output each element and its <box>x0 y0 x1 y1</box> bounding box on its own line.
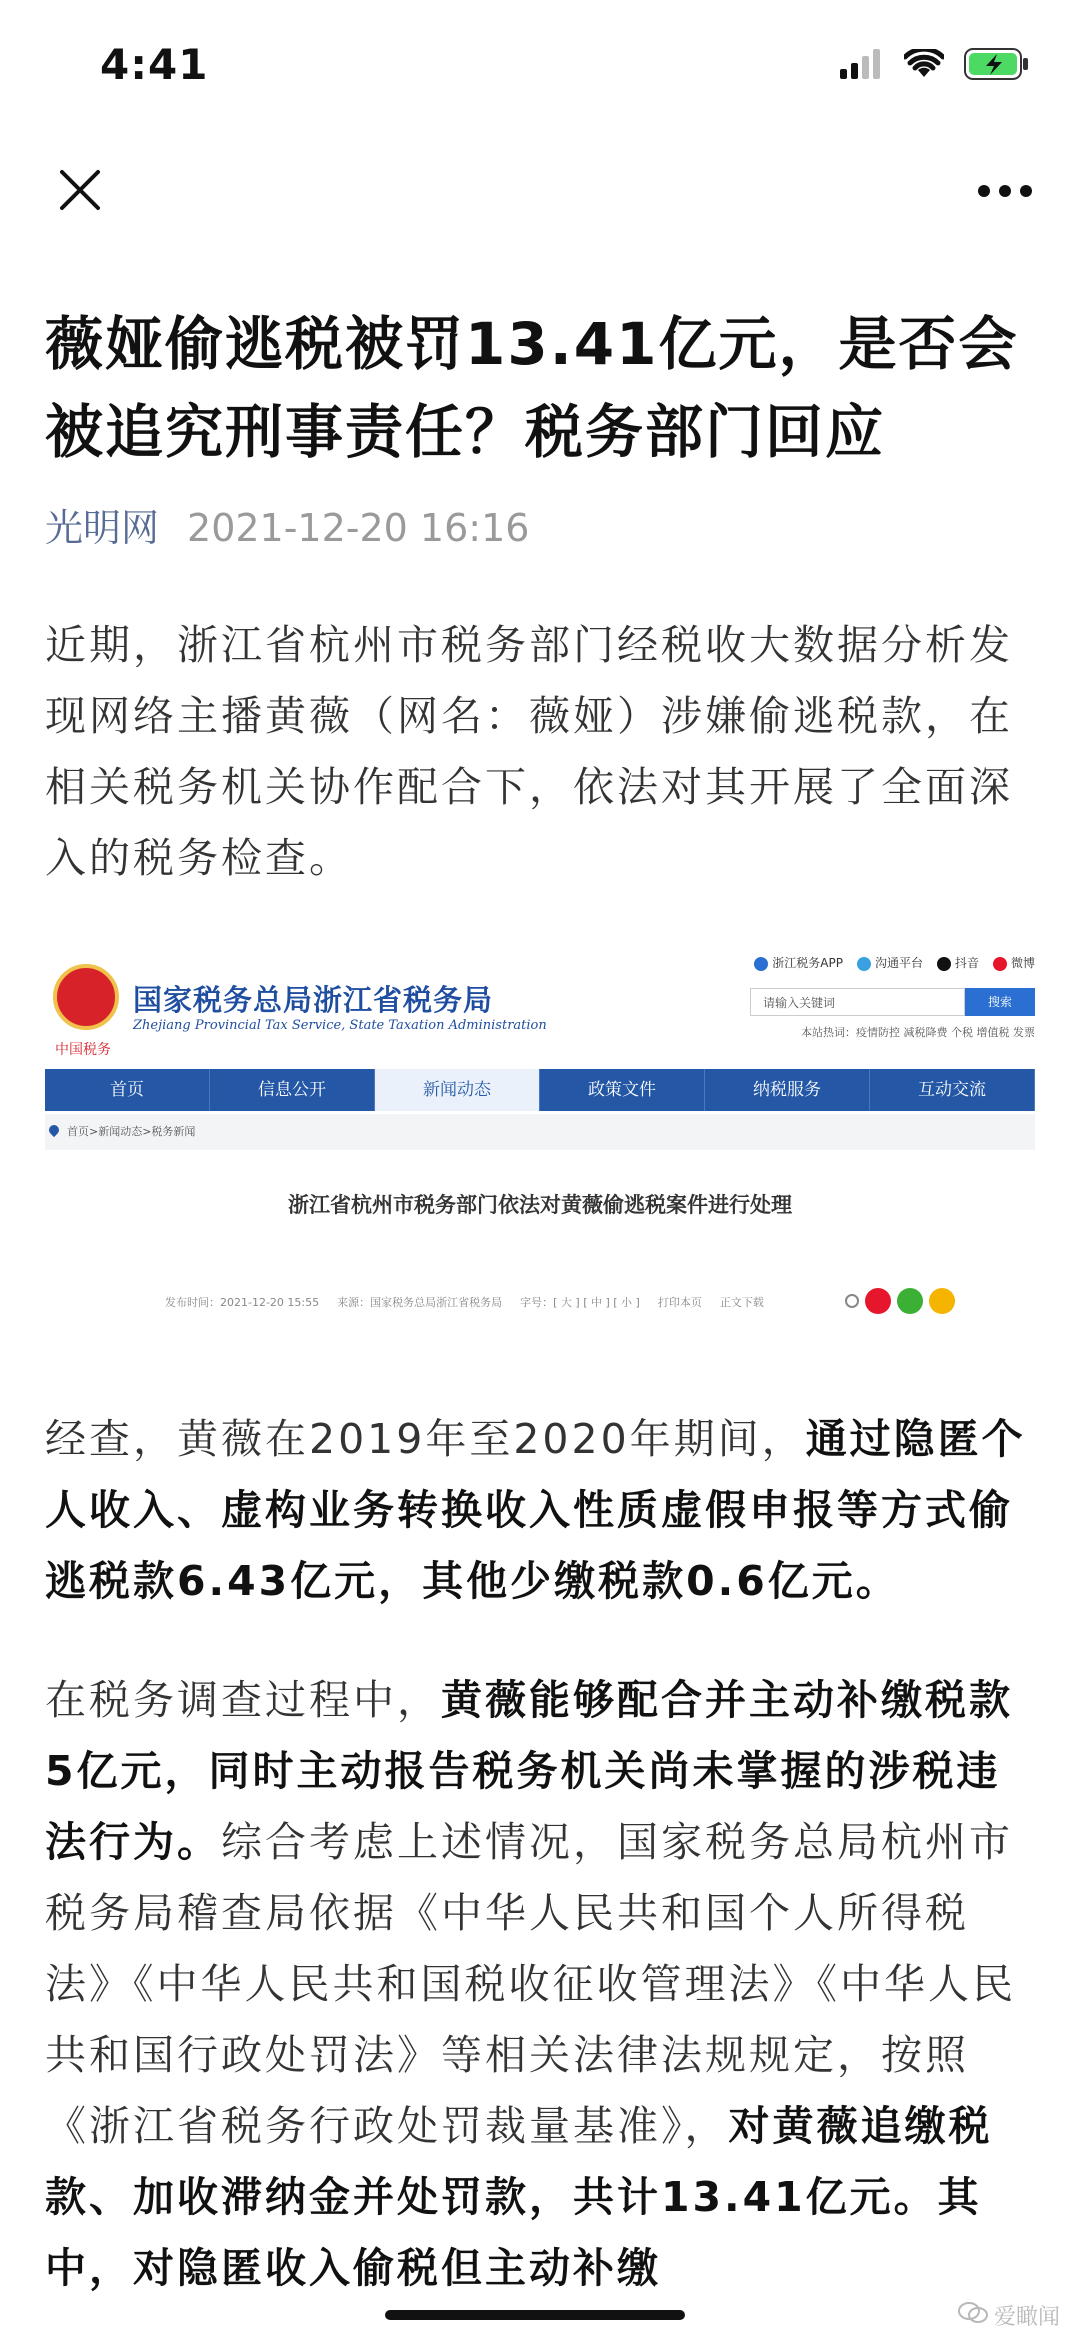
signal-icon <box>840 49 884 83</box>
site-link-platform: 沟通平台 <box>857 954 923 971</box>
site-nav-item: 互动交流 <box>870 1069 1035 1111</box>
site-top-links <box>754 954 1035 971</box>
weibo-icon <box>865 1288 891 1314</box>
site-nav-item: 首页 <box>45 1069 210 1111</box>
site-nav <box>45 1069 1035 1111</box>
site-search <box>750 988 1035 1016</box>
close-icon <box>58 168 102 216</box>
site-nav-item-active: 新闻动态 <box>375 1069 540 1111</box>
wechat-icon <box>897 1288 923 1314</box>
paragraph-2: 经查，黄薇在2019年至2020年期间，通过隐匿个人收入、虚构业务转换收入性质虚假申报等方式偷逃税款6.43亿元，其他少缴税款0.6亿元。 <box>45 1415 1026 1605</box>
site-search-input: 请输入关键词 <box>750 988 965 1016</box>
paragraph-3: 在税务调查过程中，黄薇能够配合并主动补缴税款5亿元，同时主动报告税务机关尚未掌握的涉税违法行为。综合考虑上述情况，国家税务总局杭州市税务局稽查局依据《中华人民共和国个人所得税法》《中华人民共和国税收征收管理法》《中华人民共和国行政处罚法》等相关法律法规规定，按照《浙江省税务行政处罚裁量基准》，对黄薇追缴税款、加收滞纳金并处罚款，共计13.41亿元。其中，对隐匿收入偷税但主动补缴 <box>45 1676 1016 2292</box>
embedded-screenshot-image[interactable] <box>45 954 1035 1354</box>
more-button[interactable] <box>970 162 1040 222</box>
article-meta <box>45 504 1035 552</box>
site-hot-words: 本站热词：疫情防控 减税降费 个税 增值税 发票 <box>801 1026 1035 1039</box>
status-time: 4:41 <box>100 40 209 89</box>
site-share-icons <box>845 1288 955 1314</box>
site-nav-item: 政策文件 <box>540 1069 705 1111</box>
emblem-caption: 中国税务 <box>55 1042 111 1058</box>
nav-bar <box>0 140 1080 250</box>
site-link-app: 浙江税务APP <box>754 954 843 971</box>
article-title: 薇娅偷逃税被罚13.41亿元，是否会被追究刑事责任？税务部门回应 <box>45 310 1019 466</box>
status-icons <box>840 48 1030 84</box>
close-button[interactable] <box>50 162 110 222</box>
site-name: 国家税务总局浙江省税务局 <box>133 983 494 1017</box>
site-breadcrumb: 首页>新闻动态>税务新闻 <box>45 1114 1035 1150</box>
site-article-info: 发布时间：2021-12-20 15:55 来源：国家税务总局浙江省税务局 字号：[ 大 ] [ 中 ] [ 小 ] 打印本页 正文下载 <box>165 1296 764 1309</box>
status-bar <box>0 0 1080 140</box>
site-nav-item: 纳税服务 <box>705 1069 870 1111</box>
favorite-icon <box>929 1288 955 1314</box>
site-name-en: Zhejiang Provincial Tax Service, State Taxation Administration <box>133 1018 547 1033</box>
watermark: 爱瞰闻 <box>958 2300 1060 2331</box>
article-date: 2021-12-20 16:16 <box>187 506 530 550</box>
site-nav-item: 信息公开 <box>210 1069 375 1111</box>
site-article-title: 浙江省杭州市税务部门依法对黄薇偷逃税案件进行处理 <box>288 1193 792 1217</box>
battery-charging-icon <box>964 48 1030 84</box>
site-link-douyin: 抖音 <box>937 954 979 971</box>
wifi-icon <box>904 49 944 83</box>
home-indicator <box>385 2310 685 2320</box>
tax-emblem-icon <box>53 964 119 1030</box>
site-search-button: 搜索 <box>965 988 1035 1016</box>
site-link-weibo: 微博 <box>993 954 1035 971</box>
wechat-icon <box>958 2301 988 2331</box>
article-content <box>45 300 1035 2304</box>
share-icon <box>845 1294 859 1308</box>
more-icon <box>977 183 1033 202</box>
shot-header <box>45 954 1035 1059</box>
location-pin-icon <box>47 1123 61 1137</box>
paragraph-1: 近期，浙江省杭州市税务部门经税收大数据分析发现网络主播黄薇（网名：薇娅）涉嫌偷逃税款，在相关税务机关协作配合下，依法对其开展了全面深入的税务检查。 <box>45 621 1013 882</box>
article-source-link[interactable]: 光明网 <box>45 506 160 550</box>
